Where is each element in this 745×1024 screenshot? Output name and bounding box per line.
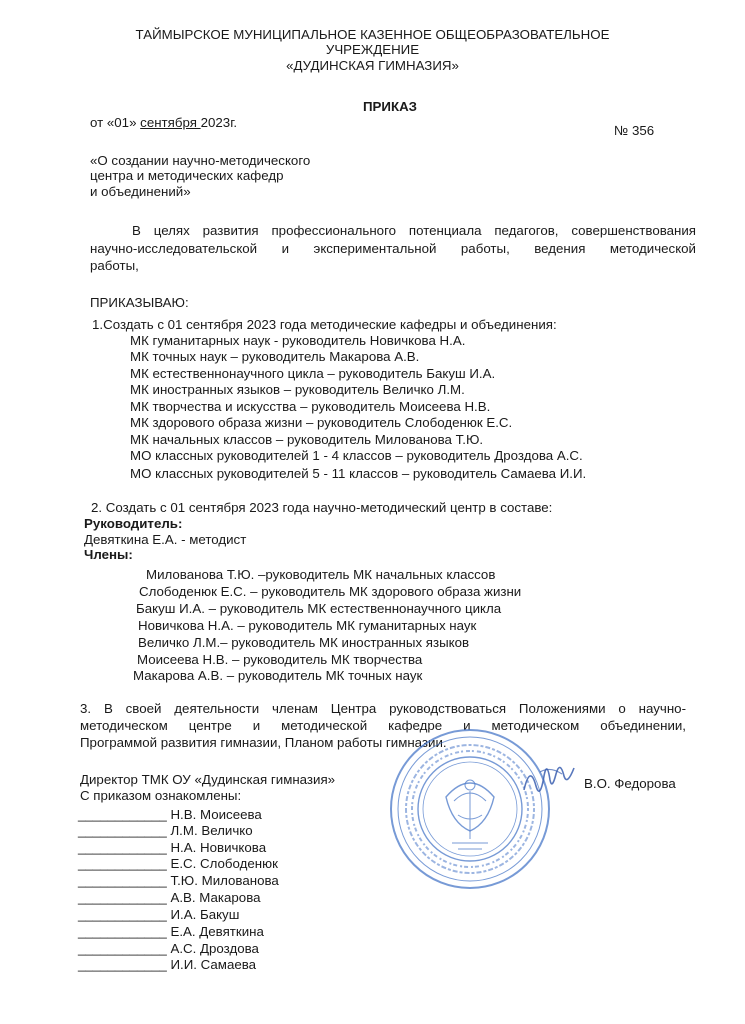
date-month: сентября: [140, 115, 201, 130]
item1-line: МК начальных классов – руководитель Милованова Т.Ю.: [130, 432, 484, 447]
date-prefix: от «01»: [90, 115, 141, 130]
org-name-line-3: «ДУДИНСКАЯ ГИМНАЗИЯ»: [286, 58, 459, 73]
member-line: Величко Л.М.– руководитель МК иностранных языков: [138, 635, 470, 650]
acquainted-name: Е.С. Слободенюк: [170, 856, 278, 871]
acquainted-row: [78, 890, 261, 906]
order-subject-line: и объединений»: [90, 184, 191, 199]
acquainted-row: [78, 907, 239, 923]
member-line: Новичкова Н.А. – руководитель МК гуманитарных наук: [138, 618, 477, 633]
preamble-line: В целях развития профессионального потенциала педагогов, совершенствования: [132, 223, 696, 238]
signature-blank: ____________: [78, 941, 167, 956]
item1-line: МО классных руководителей 5 - 11 классов – руководитель Самаева И.И.: [130, 466, 587, 481]
acquainted-name: Л.М. Величко: [170, 823, 253, 838]
item3-line: Программой развития гимназии, Планом работы гимназии.: [80, 735, 447, 750]
directive: ПРИКАЗЫВАЮ:: [90, 295, 189, 310]
signature-blank: ____________: [78, 957, 167, 972]
order-subject-line: «О создании научно-методического: [90, 153, 311, 168]
item1-heading: 1.Создать с 01 сентября 2023 года методические кафедры и объединения:: [92, 317, 557, 332]
member-line: Слободенюк Е.С. – руководитель МК здорового образа жизни: [139, 584, 522, 599]
signature-blank: ____________: [78, 856, 167, 871]
org-name-line-1: ТАЙМЫРСКОЕ МУНИЦИПАЛЬНОЕ КАЗЕННОЕ ОБЩЕОБРАЗОВАТЕЛЬНОЕ: [135, 27, 610, 42]
leader-label: Руководитель:: [84, 516, 183, 531]
acquainted-row: [78, 823, 253, 839]
director-position: Директор ТМК ОУ «Дудинская гимназия»: [80, 772, 336, 787]
item1-line: МК творчества и искусства – руководитель Моисеева Н.В.: [130, 399, 491, 414]
member-line: Макарова А.В. – руководитель МК точных наук: [133, 668, 423, 683]
order-subject-line: центра и методических кафедр: [90, 168, 284, 183]
preamble-line: научно-исследовательской и экспериментальной работы, ведения методической: [90, 241, 696, 256]
official-seal-icon: [388, 727, 552, 891]
order-date: [90, 115, 237, 131]
acquainted-name: А.С. Дроздова: [170, 941, 259, 956]
member-line: Милованова Т.Ю. –руководитель МК начальных классов: [146, 567, 496, 582]
acquainted-row: [78, 924, 264, 940]
signature-icon: [520, 760, 580, 800]
leader-name: Девяткина Е.А. - методист: [84, 532, 247, 547]
member-line: Бакуш И.А. – руководитель МК естественнонаучного цикла: [136, 601, 502, 616]
date-suffix: 2023г.: [200, 115, 238, 130]
signature-blank: ____________: [78, 924, 167, 939]
order-number: № 356: [614, 123, 655, 138]
acquainted-row: [78, 840, 266, 856]
signature-blank: ____________: [78, 840, 167, 855]
acquainted-name: А.В. Макарова: [170, 890, 261, 905]
signature-blank: ____________: [78, 873, 167, 888]
members-label: Члены:: [84, 547, 133, 562]
item2-heading: 2. Создать с 01 сентября 2023 года научно-методический центр в составе:: [91, 500, 553, 515]
preamble-line: работы,: [90, 258, 139, 273]
acquainted-name: Е.А. Девяткина: [170, 924, 264, 939]
signature-blank: ____________: [78, 907, 167, 922]
director-name: В.О. Федорова: [584, 776, 676, 791]
acquainted-name: И.А. Бакуш: [170, 907, 240, 922]
org-name-line-2: УЧРЕЖДЕНИЕ: [325, 42, 420, 57]
acquainted-name: Н.А. Новичкова: [170, 840, 267, 855]
acquainted-name: Н.В. Моисеева: [170, 807, 262, 822]
order-title: ПРИКАЗ: [362, 99, 418, 114]
acquainted-row: [78, 807, 262, 823]
acquainted-row: [78, 856, 278, 872]
acquainted-row: [78, 873, 279, 889]
signature-blank: ____________: [78, 890, 167, 905]
acquainted-row: [78, 941, 259, 957]
signature-blank: ____________: [78, 823, 167, 838]
item1-line: МК здорового образа жизни – руководитель Слободенюк Е.С.: [130, 415, 513, 430]
signature-blank: ____________: [78, 807, 167, 822]
acquainted-name: И.И. Самаева: [170, 957, 257, 972]
acquainted-name: Т.Ю. Милованова: [170, 873, 279, 888]
acquainted-label: С приказом ознакомлены:: [80, 788, 242, 803]
item1-line: МК гуманитарных наук - руководитель Новичкова Н.А.: [130, 333, 466, 348]
item1-line: МО классных руководителей 1 - 4 классов – руководитель Дроздова А.С.: [130, 448, 583, 463]
item1-line: МК иностранных языков – руководитель Величко Л.М.: [130, 382, 465, 397]
member-line: Моисеева Н.В. – руководитель МК творчества: [137, 652, 423, 667]
acquainted-row: [78, 957, 256, 973]
item1-line: МК точных наук – руководитель Макарова А.В.: [130, 349, 420, 364]
item3-line: методическом центре и методической кафедре и методическом объединении,: [80, 718, 686, 733]
item1-line: МК естественнонаучного цикла – руководитель Бакуш И.А.: [130, 366, 496, 381]
item3-line: 3. В своей деятельности членам Центра руководствоваться Положениями о научно-: [80, 701, 686, 716]
